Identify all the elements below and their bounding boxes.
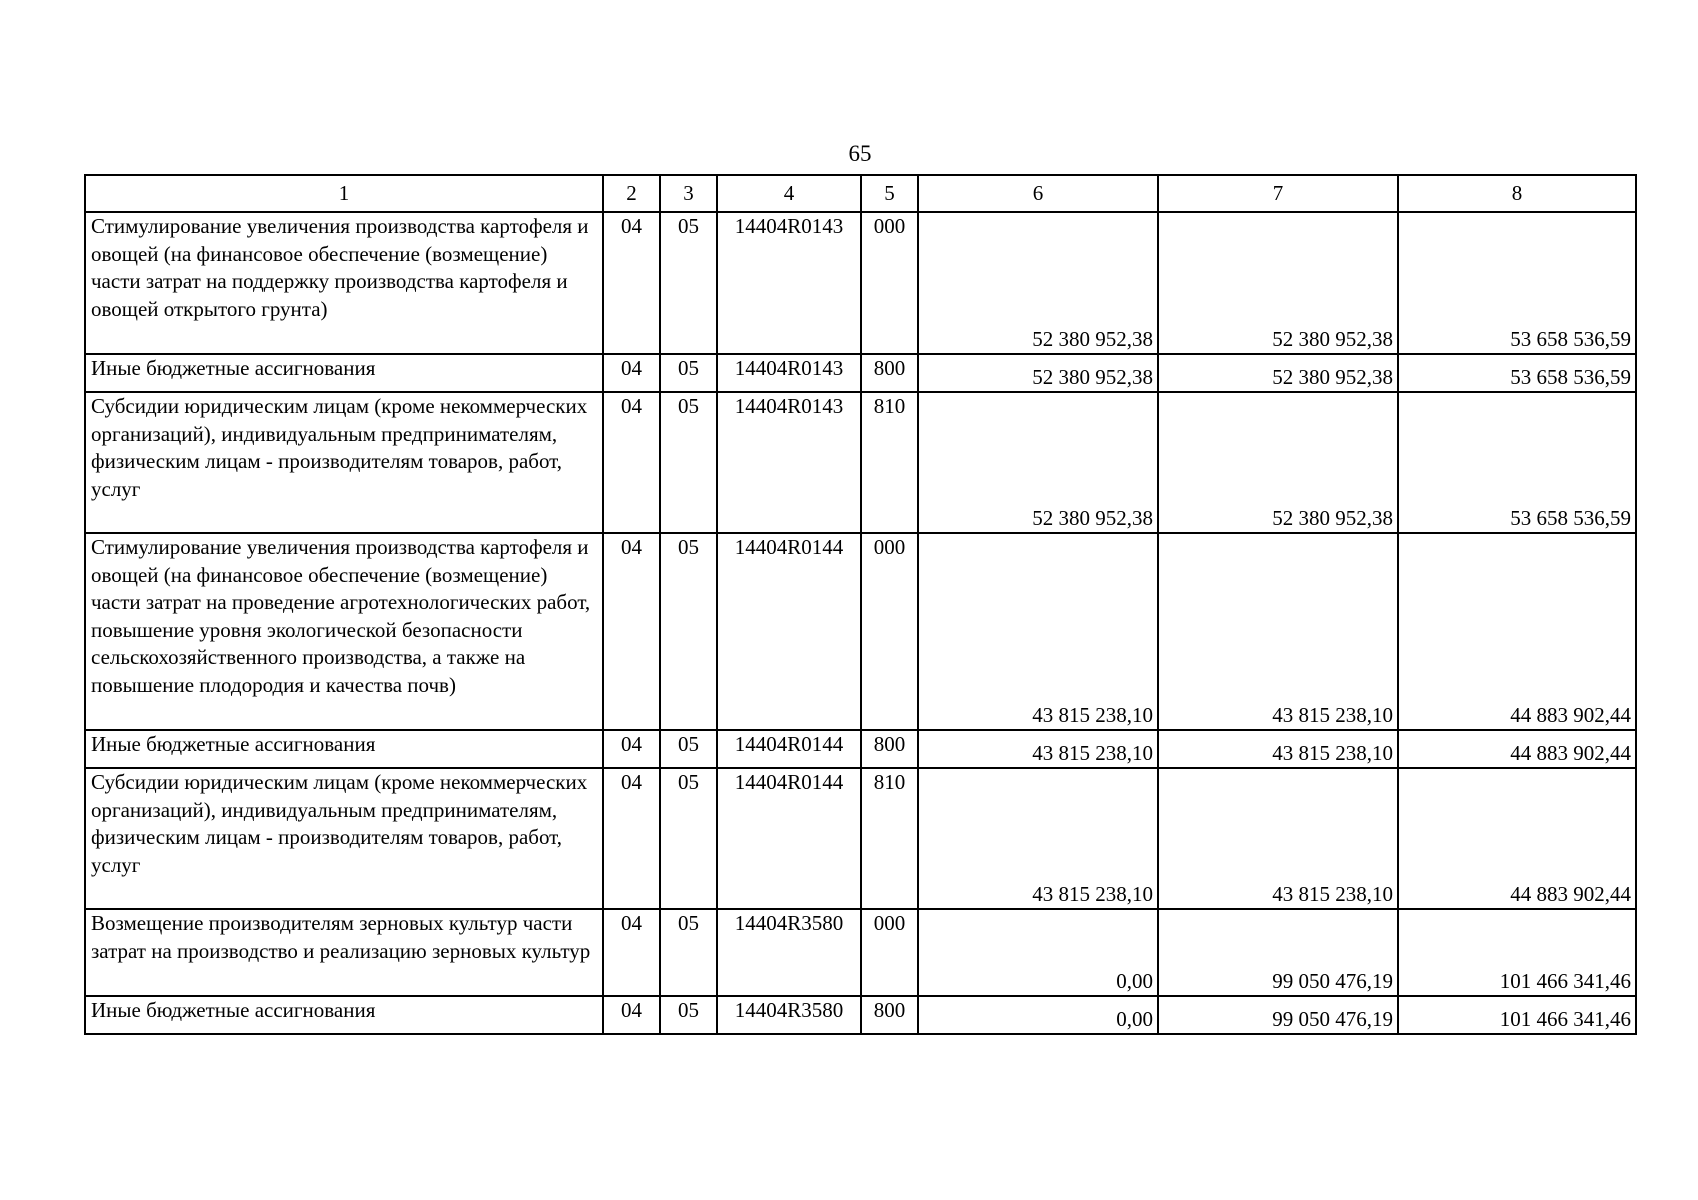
row-amount-col8: 44 883 902,44 bbox=[1398, 730, 1636, 768]
row-section: 04 bbox=[603, 730, 660, 768]
row-name: Стимулирование увеличения производства картофеля и овощей (на финансовое обеспечение (возмещение) части затрат на поддержку производства картофеля и овощей открытого грунта) bbox=[85, 212, 603, 354]
row-name: Субсидии юридическим лицам (кроме некоммерческих организаций), индивидуальным предпринимателям, физическим лицам - производителям товаров, работ, услуг bbox=[85, 392, 603, 533]
row-amount-col7: 52 380 952,38 bbox=[1158, 392, 1398, 533]
header-col-4: 4 bbox=[717, 175, 861, 212]
row-subsection: 05 bbox=[660, 392, 717, 533]
row-name: Стимулирование увеличения производства картофеля и овощей (на финансовое обеспечение (возмещение) части затрат на проведение агротехнологических работ, повышение уровня экологической безопасности сельскохозяйственного производства, а также на повышение плодородия и качества почв) bbox=[85, 533, 603, 730]
row-section: 04 bbox=[603, 354, 660, 392]
row-target-code: 14404R3580 bbox=[717, 909, 861, 996]
row-amount-col8: 101 466 341,46 bbox=[1398, 996, 1636, 1034]
row-name: Иные бюджетные ассигнования bbox=[85, 996, 603, 1034]
budget-table bbox=[84, 174, 1637, 1035]
row-expense-type: 000 bbox=[861, 533, 918, 730]
row-expense-type: 810 bbox=[861, 392, 918, 533]
row-subsection: 05 bbox=[660, 996, 717, 1034]
row-amount-col7: 43 815 238,10 bbox=[1158, 730, 1398, 768]
header-col-8: 8 bbox=[1398, 175, 1636, 212]
row-target-code: 14404R0144 bbox=[717, 768, 861, 909]
row-subsection: 05 bbox=[660, 212, 717, 354]
row-name: Возмещение производителям зерновых культур части затрат на производство и реализацию зерновых культур bbox=[85, 909, 603, 996]
row-amount-col7: 99 050 476,19 bbox=[1158, 996, 1398, 1034]
table-row bbox=[85, 354, 1636, 392]
table-row bbox=[85, 996, 1636, 1034]
row-expense-type: 800 bbox=[861, 996, 918, 1034]
row-amount-col7: 52 380 952,38 bbox=[1158, 354, 1398, 392]
row-subsection: 05 bbox=[660, 354, 717, 392]
header-col-5: 5 bbox=[861, 175, 918, 212]
table-row bbox=[85, 533, 1636, 730]
header-col-3: 3 bbox=[660, 175, 717, 212]
row-amount-col8: 44 883 902,44 bbox=[1398, 533, 1636, 730]
row-expense-type: 800 bbox=[861, 730, 918, 768]
row-section: 04 bbox=[603, 212, 660, 354]
row-target-code: 14404R0143 bbox=[717, 392, 861, 533]
row-name: Иные бюджетные ассигнования bbox=[85, 354, 603, 392]
row-section: 04 bbox=[603, 768, 660, 909]
row-section: 04 bbox=[603, 996, 660, 1034]
row-amount-col7: 99 050 476,19 bbox=[1158, 909, 1398, 996]
table-row bbox=[85, 392, 1636, 533]
header-col-2: 2 bbox=[603, 175, 660, 212]
budget-table-container bbox=[84, 174, 1635, 1035]
row-amount-col6: 43 815 238,10 bbox=[918, 533, 1158, 730]
row-target-code: 14404R3580 bbox=[717, 996, 861, 1034]
header-col-1: 1 bbox=[85, 175, 603, 212]
row-name: Субсидии юридическим лицам (кроме некоммерческих организаций), индивидуальным предпринимателям, физическим лицам - производителям товаров, работ, услуг bbox=[85, 768, 603, 909]
table-row bbox=[85, 212, 1636, 354]
row-target-code: 14404R0143 bbox=[717, 212, 861, 354]
row-expense-type: 800 bbox=[861, 354, 918, 392]
header-col-7: 7 bbox=[1158, 175, 1398, 212]
row-name: Иные бюджетные ассигнования bbox=[85, 730, 603, 768]
table-row bbox=[85, 730, 1636, 768]
row-amount-col8: 53 658 536,59 bbox=[1398, 354, 1636, 392]
row-target-code: 14404R0144 bbox=[717, 533, 861, 730]
row-section: 04 bbox=[603, 909, 660, 996]
row-subsection: 05 bbox=[660, 909, 717, 996]
header-col-6: 6 bbox=[918, 175, 1158, 212]
row-section: 04 bbox=[603, 533, 660, 730]
row-expense-type: 000 bbox=[861, 212, 918, 354]
row-amount-col6: 43 815 238,10 bbox=[918, 730, 1158, 768]
row-amount-col6: 0,00 bbox=[918, 996, 1158, 1034]
row-amount-col6: 43 815 238,10 bbox=[918, 768, 1158, 909]
row-amount-col6: 52 380 952,38 bbox=[918, 212, 1158, 354]
row-amount-col8: 101 466 341,46 bbox=[1398, 909, 1636, 996]
row-amount-col8: 44 883 902,44 bbox=[1398, 768, 1636, 909]
header-row bbox=[85, 175, 1636, 212]
row-amount-col8: 53 658 536,59 bbox=[1398, 212, 1636, 354]
row-amount-col7: 43 815 238,10 bbox=[1158, 533, 1398, 730]
row-expense-type: 810 bbox=[861, 768, 918, 909]
page-number: 65 bbox=[848, 141, 872, 166]
row-amount-col6: 0,00 bbox=[918, 909, 1158, 996]
row-amount-col7: 43 815 238,10 bbox=[1158, 768, 1398, 909]
row-amount-col6: 52 380 952,38 bbox=[918, 354, 1158, 392]
row-amount-col7: 52 380 952,38 bbox=[1158, 212, 1398, 354]
row-subsection: 05 bbox=[660, 768, 717, 909]
row-amount-col6: 52 380 952,38 bbox=[918, 392, 1158, 533]
row-target-code: 14404R0144 bbox=[717, 730, 861, 768]
row-amount-col8: 53 658 536,59 bbox=[1398, 392, 1636, 533]
table-row bbox=[85, 909, 1636, 996]
row-expense-type: 000 bbox=[861, 909, 918, 996]
row-subsection: 05 bbox=[660, 533, 717, 730]
row-subsection: 05 bbox=[660, 730, 717, 768]
row-target-code: 14404R0143 bbox=[717, 354, 861, 392]
row-section: 04 bbox=[603, 392, 660, 533]
table-row bbox=[85, 768, 1636, 909]
